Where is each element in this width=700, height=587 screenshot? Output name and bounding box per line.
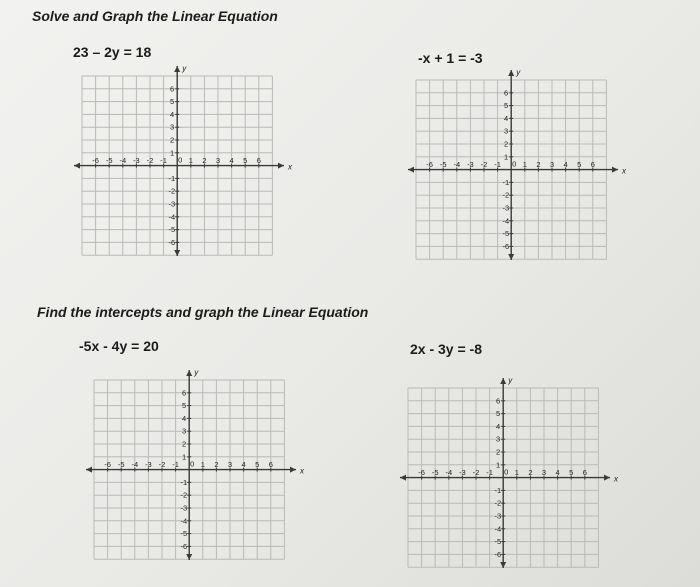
y-tick-label: -5 — [180, 529, 188, 539]
x-tick-label: -4 — [445, 468, 453, 478]
x-tick-label: -3 — [467, 160, 474, 170]
x-tick-label: -2 — [480, 160, 488, 170]
x-tick-label: 1 — [514, 468, 519, 478]
x-tick-label: 2 — [214, 460, 219, 470]
y-tick-label: 3 — [504, 126, 509, 136]
y-axis-arrow-up — [174, 66, 180, 72]
x-tick-label: -2 — [146, 156, 154, 166]
y-tick-label: 3 — [182, 426, 187, 436]
x-tick-label: 2 — [528, 468, 533, 478]
y-tick-label: -2 — [180, 490, 188, 500]
coordinate-grid-3 — [84, 366, 302, 562]
y-tick-label: 4 — [504, 113, 509, 123]
y-tick-label: 1 — [182, 452, 187, 462]
x-tick-label: -2 — [158, 460, 166, 470]
y-tick-label: -1 — [502, 177, 510, 187]
y-tick-label: -2 — [502, 190, 510, 200]
x-tick-label: 3 — [227, 460, 233, 470]
x-tick-label: -5 — [117, 460, 125, 470]
x-axis-arrow-right — [612, 167, 618, 173]
x-axis-label: x — [300, 466, 304, 476]
origin-label: 0 — [504, 467, 509, 477]
coordinate-grid-1 — [72, 62, 290, 258]
y-tick-label: 6 — [170, 84, 175, 94]
y-tick-label: 2 — [504, 139, 509, 149]
origin-label: 0 — [178, 155, 183, 165]
y-axis-label: y — [194, 368, 199, 377]
x-tick-label: -6 — [92, 156, 99, 166]
equation-2: -x + 1 = -3 — [418, 50, 483, 66]
grid-svg — [72, 62, 290, 258]
x-tick-label: -4 — [119, 156, 127, 166]
x-axis-arrow-right — [278, 163, 284, 169]
x-tick-label: -1 — [160, 156, 167, 166]
x-tick-label: 6 — [256, 156, 261, 166]
x-tick-label: -1 — [172, 460, 179, 470]
y-tick-label: 6 — [504, 88, 509, 98]
equation-3: -5x - 4y = 20 — [79, 338, 159, 354]
x-tick-label: 5 — [243, 156, 248, 166]
y-tick-label: 4 — [496, 421, 501, 431]
x-tick-label: -3 — [459, 468, 466, 478]
grid-svg — [84, 366, 302, 562]
x-tick-label: 4 — [563, 160, 568, 170]
equation-4: 2x - 3y = -8 — [410, 341, 482, 357]
y-axis-label: y — [182, 64, 187, 73]
y-tick-label: -4 — [180, 516, 188, 526]
x-tick-label: 2 — [202, 156, 207, 166]
y-tick-label: -5 — [494, 537, 502, 547]
x-tick-label: 6 — [582, 468, 587, 478]
y-tick-label: 2 — [496, 447, 501, 457]
x-axis-arrow-left — [74, 163, 80, 169]
y-tick-label: -3 — [168, 199, 176, 209]
x-axis-arrow-left — [408, 167, 414, 173]
y-tick-label: -4 — [502, 216, 510, 226]
x-tick-label: -3 — [133, 156, 140, 166]
x-tick-label: -5 — [439, 160, 447, 170]
x-tick-label: -4 — [131, 460, 139, 470]
x-tick-label: -1 — [486, 468, 493, 478]
y-tick-label: 1 — [504, 152, 509, 162]
x-tick-label: 4 — [555, 468, 560, 478]
x-tick-label: 4 — [229, 156, 234, 166]
y-tick-label: -1 — [180, 477, 188, 487]
x-tick-label: -3 — [145, 460, 152, 470]
y-tick-label: -2 — [494, 498, 502, 508]
coordinate-grid-2 — [406, 66, 624, 262]
x-tick-label: 6 — [268, 460, 273, 470]
x-tick-label: -6 — [418, 468, 425, 478]
x-tick-label: -5 — [105, 156, 113, 166]
y-tick-label: 2 — [170, 135, 175, 145]
x-axis-arrow-right — [290, 467, 296, 473]
y-tick-label: 4 — [170, 109, 175, 119]
x-tick-label: 5 — [577, 160, 582, 170]
y-tick-label: -6 — [168, 237, 176, 247]
y-tick-label: 5 — [496, 409, 501, 419]
y-tick-label: -3 — [494, 511, 502, 521]
origin-label: 0 — [512, 159, 517, 169]
y-tick-label: -5 — [168, 225, 176, 235]
section-title-solve-and-graph: Solve and Graph the Linear Equation — [32, 8, 278, 24]
x-tick-label: 1 — [188, 156, 193, 166]
x-axis-label: x — [622, 166, 626, 176]
y-tick-label: -2 — [168, 186, 176, 196]
y-tick-label: -1 — [494, 485, 502, 495]
y-tick-label: 5 — [182, 401, 187, 411]
x-axis-arrow-left — [86, 467, 92, 473]
y-axis-arrow-up — [508, 70, 514, 76]
y-tick-label: 6 — [182, 388, 187, 398]
grid-svg — [406, 66, 624, 262]
section-title-find-intercepts: Find the intercepts and graph the Linear Equation — [37, 304, 369, 320]
y-tick-label: -6 — [494, 549, 502, 559]
x-tick-label: -4 — [453, 160, 461, 170]
x-axis-arrow-right — [604, 475, 610, 481]
x-tick-label: 3 — [541, 468, 547, 478]
x-axis-label: x — [288, 162, 292, 172]
y-tick-label: 6 — [496, 396, 501, 406]
y-tick-label: 5 — [170, 97, 175, 107]
x-tick-label: -2 — [472, 468, 480, 478]
x-tick-label: 1 — [200, 460, 205, 470]
y-tick-label: 5 — [504, 101, 509, 111]
coordinate-grid-4 — [398, 374, 616, 570]
y-tick-label: -3 — [502, 203, 510, 213]
grid-svg — [398, 374, 616, 570]
y-tick-label: 3 — [496, 434, 501, 444]
x-tick-label: 5 — [255, 460, 260, 470]
y-tick-label: -3 — [180, 503, 188, 513]
y-axis-label: y — [516, 68, 521, 77]
x-tick-label: 5 — [569, 468, 574, 478]
y-tick-label: 1 — [170, 148, 175, 158]
y-axis-label: y — [508, 376, 513, 385]
x-tick-label: -6 — [104, 460, 111, 470]
y-tick-label: -4 — [168, 212, 176, 222]
x-axis-label: x — [614, 474, 618, 484]
x-tick-label: 3 — [549, 160, 555, 170]
x-tick-label: -6 — [426, 160, 433, 170]
y-tick-label: -6 — [180, 541, 188, 551]
y-tick-label: -1 — [168, 173, 176, 183]
x-tick-label: -5 — [431, 468, 439, 478]
x-tick-label: 3 — [215, 156, 221, 166]
x-axis-arrow-left — [400, 475, 406, 481]
y-axis-arrow-up — [186, 370, 192, 376]
y-tick-label: -6 — [502, 241, 510, 251]
x-tick-label: -1 — [494, 160, 501, 170]
y-tick-label: 3 — [170, 122, 175, 132]
x-tick-label: 4 — [241, 460, 246, 470]
x-tick-label: 6 — [590, 160, 595, 170]
origin-label: 0 — [190, 459, 195, 469]
y-tick-label: -4 — [494, 524, 502, 534]
y-axis-arrow-up — [500, 378, 506, 384]
equation-1: 23 – 2y = 18 — [73, 44, 152, 60]
x-tick-label: 1 — [522, 160, 527, 170]
y-tick-label: 4 — [182, 413, 187, 423]
y-tick-label: 2 — [182, 439, 187, 449]
x-tick-label: 2 — [536, 160, 541, 170]
y-tick-label: -5 — [502, 229, 510, 239]
y-tick-label: 1 — [496, 460, 501, 470]
